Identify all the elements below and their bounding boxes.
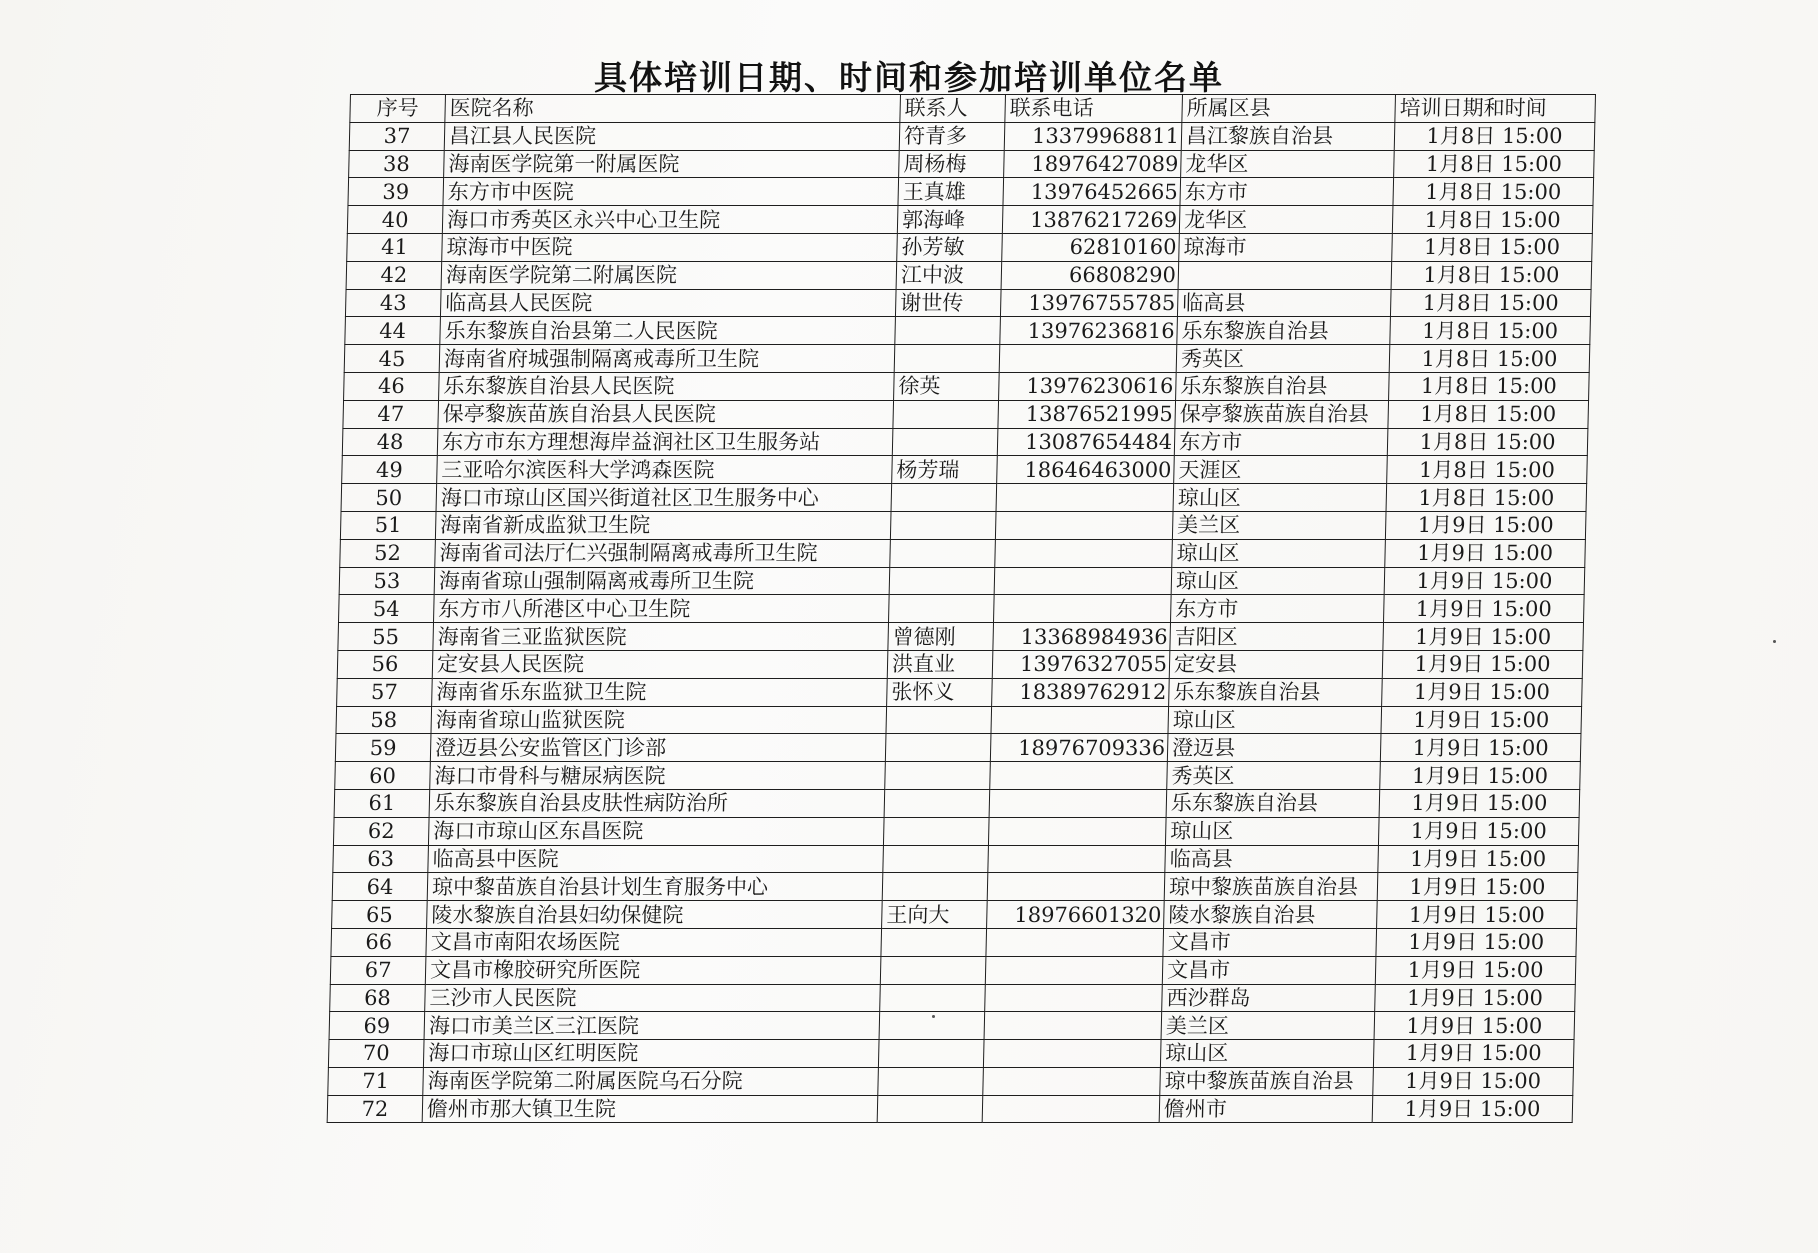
cell-serial-number: 71	[328, 1067, 424, 1095]
cell-contact-person: 张怀义	[887, 678, 993, 706]
table-row	[329, 1012, 1575, 1040]
cell-district: 琼中黎族苗族自治县	[1160, 1067, 1374, 1095]
header-training-datetime: 培训日期和时间	[1395, 95, 1596, 123]
header-hospital-name: 医院名称	[445, 95, 901, 123]
cell-hospital-name: 海口市美兰区三江医院	[424, 1012, 880, 1040]
cell-serial-number: 50	[341, 484, 437, 512]
cell-serial-number: 40	[347, 206, 443, 234]
cell-contact-phone: 18976601320	[987, 901, 1165, 929]
table-row	[344, 372, 1590, 400]
cell-hospital-name: 保亭黎族苗族自治县人民医院	[438, 400, 894, 428]
table-row	[335, 762, 1581, 790]
cell-district: 乐东黎族自治县	[1177, 317, 1391, 345]
cell-hospital-name: 海口市琼山区东昌医院	[428, 817, 884, 845]
cell-contact-phone	[985, 984, 1163, 1012]
table-row	[347, 233, 1593, 261]
table-row	[340, 539, 1586, 567]
table-row	[341, 484, 1587, 512]
cell-hospital-name: 海南省琼山监狱医院	[431, 706, 887, 734]
cell-hospital-name: 海南医学院第一附属医院	[444, 150, 900, 178]
table-body	[327, 122, 1595, 1123]
paper-speck	[932, 1015, 935, 1018]
cell-training-datetime: 1月9日 15:00	[1377, 873, 1578, 901]
document-title: 具体培训日期、时间和参加培训单位名单	[594, 58, 1224, 97]
cell-hospital-name: 海南医学院第二附属医院	[441, 261, 897, 289]
cell-serial-number: 52	[340, 539, 436, 567]
cell-contact-phone: 18976709336	[990, 734, 1168, 762]
cell-training-datetime: 1月8日 15:00	[1392, 206, 1593, 234]
cell-training-datetime: 1月9日 15:00	[1378, 845, 1579, 873]
cell-serial-number: 62	[333, 817, 429, 845]
cell-hospital-name: 三亚哈尔滨医科大学鸿森医院	[437, 456, 893, 484]
cell-contact-phone	[987, 873, 1165, 901]
cell-hospital-name: 海南医学院第二附属医院乌石分院	[423, 1067, 879, 1095]
cell-hospital-name: 文昌市南阳农场医院	[426, 928, 882, 956]
cell-training-datetime: 1月8日 15:00	[1390, 289, 1591, 317]
cell-serial-number: 60	[335, 762, 431, 790]
cell-district: 龙华区	[1179, 206, 1393, 234]
cell-contact-phone	[988, 845, 1166, 873]
cell-contact-person	[880, 984, 986, 1012]
cell-hospital-name: 东方市八所港区中心卫生院	[434, 595, 890, 623]
cell-contact-person: 王向大	[882, 901, 988, 929]
table-row	[335, 734, 1581, 762]
cell-district: 文昌市	[1162, 956, 1376, 984]
cell-contact-person: 徐英	[894, 372, 1000, 400]
cell-district: 澄迈县	[1167, 734, 1381, 762]
cell-contact-phone: 13087654484	[997, 428, 1175, 456]
cell-contact-phone	[995, 511, 1173, 539]
header-district: 所属区县	[1182, 95, 1396, 123]
cell-training-datetime: 1月9日 15:00	[1385, 511, 1586, 539]
cell-hospital-name: 乐东黎族自治县人民医院	[439, 372, 895, 400]
cell-contact-phone	[991, 706, 1169, 734]
cell-district: 美兰区	[1161, 1012, 1375, 1040]
cell-district: 琼山区	[1171, 567, 1385, 595]
cell-district: 定安县	[1169, 650, 1383, 678]
cell-serial-number: 69	[329, 1012, 425, 1040]
cell-district: 琼中黎族苗族自治县	[1164, 873, 1378, 901]
cell-serial-number: 64	[332, 873, 428, 901]
cell-serial-number: 61	[334, 789, 430, 817]
cell-hospital-name: 琼海市中医院	[442, 233, 898, 261]
cell-serial-number: 63	[333, 845, 429, 873]
cell-serial-number: 39	[348, 178, 444, 206]
table-row	[345, 317, 1591, 345]
cell-training-datetime: 1月9日 15:00	[1380, 762, 1581, 790]
cell-district: 东方市	[1180, 178, 1394, 206]
header-contact-phone: 联系电话	[1005, 95, 1183, 123]
table-row	[349, 122, 1595, 150]
table-row	[343, 400, 1589, 428]
table-row	[333, 817, 1579, 845]
cell-contact-person: 周杨梅	[899, 150, 1005, 178]
cell-training-datetime: 1月9日 15:00	[1380, 734, 1581, 762]
table-row	[332, 873, 1578, 901]
cell-contact-phone	[986, 928, 1164, 956]
cell-training-datetime: 1月9日 15:00	[1385, 539, 1586, 567]
cell-contact-person	[885, 734, 991, 762]
cell-contact-person	[877, 1095, 983, 1123]
cell-contact-person: 符青多	[899, 122, 1005, 150]
cell-hospital-name: 文昌市橡胶研究所医院	[425, 956, 881, 984]
cell-contact-person	[880, 956, 986, 984]
table-row	[338, 623, 1584, 651]
cell-contact-person	[889, 567, 995, 595]
cell-contact-person	[878, 1067, 984, 1095]
cell-training-datetime: 1月9日 15:00	[1372, 1095, 1573, 1123]
cell-contact-person	[878, 1040, 984, 1068]
cell-training-datetime: 1月8日 15:00	[1389, 372, 1590, 400]
cell-district: 乐东黎族自治县	[1169, 678, 1383, 706]
cell-hospital-name: 临高县人民医院	[440, 289, 896, 317]
cell-serial-number: 56	[337, 650, 433, 678]
table-row	[346, 261, 1592, 289]
cell-contact-person	[889, 595, 995, 623]
cell-contact-phone	[989, 789, 1167, 817]
cell-training-datetime: 1月8日 15:00	[1388, 400, 1589, 428]
cell-serial-number: 49	[342, 456, 438, 484]
cell-serial-number: 41	[347, 233, 443, 261]
cell-district: 琼山区	[1160, 1040, 1374, 1068]
cell-district: 临高县	[1177, 289, 1391, 317]
cell-serial-number: 38	[349, 150, 445, 178]
cell-training-datetime: 1月9日 15:00	[1382, 678, 1583, 706]
cell-training-datetime: 1月9日 15:00	[1378, 817, 1579, 845]
cell-district: 陵水黎族自治县	[1164, 901, 1378, 929]
cell-hospital-name: 海口市骨科与糖尿病医院	[430, 762, 886, 790]
cell-training-datetime: 1月9日 15:00	[1377, 901, 1578, 929]
cell-serial-number: 53	[339, 567, 435, 595]
cell-contact-person: 杨芳瑞	[892, 456, 998, 484]
cell-training-datetime: 1月8日 15:00	[1390, 317, 1591, 345]
table-row	[348, 178, 1594, 206]
cell-hospital-name: 海南省三亚监狱医院	[433, 623, 889, 651]
cell-district: 天涯区	[1174, 456, 1388, 484]
cell-contact-person	[885, 762, 991, 790]
cell-hospital-name: 昌江县人民医院	[444, 122, 900, 150]
cell-contact-person: 江中波	[896, 261, 1002, 289]
cell-district: 乐东黎族自治县	[1166, 789, 1380, 817]
cell-hospital-name: 澄迈县公安监管区门诊部	[430, 734, 886, 762]
table-row	[336, 706, 1582, 734]
cell-training-datetime: 1月9日 15:00	[1383, 623, 1584, 651]
table-header-row	[350, 95, 1596, 123]
cell-training-datetime: 1月8日 15:00	[1387, 428, 1588, 456]
cell-contact-phone	[988, 817, 1166, 845]
cell-contact-phone: 66808290	[1001, 261, 1179, 289]
cell-hospital-name: 东方市东方理想海岸益润社区卫生服务站	[437, 428, 893, 456]
cell-district: 吉阳区	[1170, 623, 1384, 651]
cell-district: 秀英区	[1176, 345, 1390, 373]
cell-contact-phone: 13379968811	[1004, 122, 1182, 150]
table-row	[344, 345, 1590, 373]
cell-serial-number: 55	[338, 623, 434, 651]
cell-contact-person: 曾德刚	[888, 623, 994, 651]
training-units-table	[327, 94, 1596, 1123]
cell-hospital-name: 定安县人民医院	[432, 650, 888, 678]
cell-training-datetime: 1月8日 15:00	[1389, 345, 1590, 373]
table-row	[330, 984, 1576, 1012]
cell-serial-number: 68	[330, 984, 426, 1012]
cell-serial-number: 54	[339, 595, 435, 623]
cell-serial-number: 51	[340, 511, 436, 539]
cell-district: 琼山区	[1173, 484, 1387, 512]
cell-serial-number: 43	[345, 289, 441, 317]
table-row	[342, 456, 1588, 484]
cell-contact-phone	[990, 762, 1168, 790]
cell-serial-number: 70	[328, 1040, 424, 1068]
cell-contact-person	[883, 817, 989, 845]
cell-contact-person: 孙芳敏	[897, 233, 1003, 261]
table-row	[328, 1040, 1574, 1068]
cell-training-datetime: 1月8日 15:00	[1394, 122, 1595, 150]
cell-serial-number: 65	[332, 901, 428, 929]
cell-contact-person	[890, 511, 996, 539]
cell-training-datetime: 1月9日 15:00	[1384, 595, 1585, 623]
header-serial-number: 序号	[350, 95, 446, 123]
cell-contact-phone: 18976427089	[1004, 150, 1182, 178]
cell-serial-number: 42	[346, 261, 442, 289]
cell-contact-phone	[983, 1040, 1161, 1068]
cell-contact-phone: 13368984936	[993, 623, 1171, 651]
cell-contact-person	[891, 484, 997, 512]
cell-district: 儋州市	[1159, 1095, 1373, 1123]
cell-training-datetime: 1月9日 15:00	[1382, 650, 1583, 678]
cell-serial-number: 58	[336, 706, 432, 734]
cell-training-datetime: 1月9日 15:00	[1373, 1040, 1574, 1068]
table-row	[327, 1095, 1573, 1123]
cell-district: 琼山区	[1168, 706, 1382, 734]
cell-contact-phone: 62810160	[1002, 233, 1180, 261]
cell-serial-number: 57	[337, 678, 433, 706]
cell-training-datetime: 1月9日 15:00	[1374, 1012, 1575, 1040]
cell-contact-phone	[982, 1095, 1160, 1123]
cell-district: 琼山区	[1165, 817, 1379, 845]
table-row	[339, 567, 1585, 595]
cell-training-datetime: 1月9日 15:00	[1375, 956, 1576, 984]
cell-training-datetime: 1月9日 15:00	[1376, 928, 1577, 956]
training-table-container	[327, 94, 1596, 1123]
cell-contact-phone: 18646463000	[997, 456, 1175, 484]
table-row	[347, 206, 1593, 234]
cell-contact-phone: 13976236816	[1000, 317, 1178, 345]
cell-serial-number: 66	[331, 928, 427, 956]
cell-hospital-name: 海南省府城强制隔离戒毒所卫生院	[439, 345, 895, 373]
cell-contact-person: 王真雄	[898, 178, 1004, 206]
cell-contact-phone: 13976327055	[992, 650, 1170, 678]
cell-training-datetime: 1月8日 15:00	[1393, 178, 1594, 206]
table-row	[337, 678, 1583, 706]
cell-serial-number: 48	[342, 428, 438, 456]
cell-contact-phone	[995, 539, 1173, 567]
cell-hospital-name: 陵水黎族自治县妇幼保健院	[427, 901, 883, 929]
cell-serial-number: 59	[335, 734, 431, 762]
cell-hospital-name: 三沙市人民医院	[425, 984, 881, 1012]
cell-serial-number: 44	[345, 317, 441, 345]
cell-district: 秀英区	[1167, 762, 1381, 790]
table-row	[337, 650, 1583, 678]
cell-district: 龙华区	[1181, 150, 1395, 178]
cell-hospital-name: 琼中黎苗族自治县计划生育服务中心	[427, 873, 883, 901]
cell-serial-number: 46	[344, 372, 440, 400]
paper-speck	[1773, 640, 1776, 643]
cell-hospital-name: 海南省琼山强制隔离戒毒所卫生院	[434, 567, 890, 595]
cell-hospital-name: 海南省新成监狱卫生院	[435, 511, 891, 539]
cell-contact-phone: 18389762912	[992, 678, 1170, 706]
cell-training-datetime: 1月9日 15:00	[1379, 789, 1580, 817]
cell-contact-person	[883, 845, 989, 873]
table-row	[345, 289, 1591, 317]
table-row	[328, 1067, 1574, 1095]
cell-contact-person: 谢世传	[895, 289, 1001, 317]
cell-hospital-name: 海口市琼山区国兴街道社区卫生服务中心	[436, 484, 892, 512]
cell-contact-phone	[999, 345, 1177, 373]
cell-training-datetime: 1月8日 15:00	[1392, 233, 1593, 261]
table-row	[331, 928, 1577, 956]
cell-training-datetime: 1月8日 15:00	[1387, 456, 1588, 484]
cell-district: 东方市	[1174, 428, 1388, 456]
table-row	[339, 595, 1585, 623]
cell-contact-phone	[996, 484, 1174, 512]
cell-hospital-name: 乐东黎族自治县第二人民医院	[440, 317, 896, 345]
cell-district: 乐东黎族自治县	[1176, 372, 1390, 400]
cell-serial-number: 72	[327, 1095, 423, 1123]
cell-serial-number: 67	[330, 956, 426, 984]
cell-hospital-name: 东方市中医院	[443, 178, 899, 206]
cell-contact-person	[886, 706, 992, 734]
table-row	[342, 428, 1588, 456]
cell-contact-phone	[984, 1012, 1162, 1040]
cell-contact-person	[894, 345, 1000, 373]
table-row	[330, 956, 1576, 984]
cell-contact-person: 郭海峰	[897, 206, 1003, 234]
cell-training-datetime: 1月8日 15:00	[1391, 261, 1592, 289]
cell-district	[1178, 261, 1392, 289]
cell-training-datetime: 1月8日 15:00	[1394, 150, 1595, 178]
cell-serial-number: 47	[343, 400, 439, 428]
cell-district: 保亭黎族苗族自治县	[1175, 400, 1389, 428]
cell-contact-person	[890, 539, 996, 567]
cell-hospital-name: 海口市琼山区红明医院	[423, 1040, 879, 1068]
table-row	[334, 789, 1580, 817]
cell-contact-person	[884, 789, 990, 817]
cell-district: 文昌市	[1163, 928, 1377, 956]
cell-hospital-name: 乐东黎族自治县皮肤性病防治所	[429, 789, 885, 817]
cell-hospital-name: 海南省乐东监狱卫生院	[432, 678, 888, 706]
cell-contact-phone: 13976452665	[1003, 178, 1181, 206]
cell-contact-phone	[985, 956, 1163, 984]
cell-district: 琼海市	[1179, 233, 1393, 261]
cell-contact-person: 洪直业	[887, 650, 993, 678]
cell-contact-person	[881, 928, 987, 956]
cell-district: 东方市	[1171, 595, 1385, 623]
cell-training-datetime: 1月9日 15:00	[1375, 984, 1576, 1012]
cell-training-datetime: 1月9日 15:00	[1381, 706, 1582, 734]
cell-hospital-name: 临高县中医院	[428, 845, 884, 873]
cell-contact-person	[892, 428, 998, 456]
cell-training-datetime: 1月8日 15:00	[1386, 484, 1587, 512]
cell-district: 西沙群岛	[1162, 984, 1376, 1012]
cell-contact-phone: 13976230616	[999, 372, 1177, 400]
cell-contact-phone: 13876521995	[998, 400, 1176, 428]
cell-contact-person	[893, 400, 999, 428]
cell-serial-number: 37	[349, 122, 445, 150]
cell-training-datetime: 1月9日 15:00	[1384, 567, 1585, 595]
cell-hospital-name: 儋州市那大镇卫生院	[422, 1095, 878, 1123]
cell-district: 临高县	[1165, 845, 1379, 873]
cell-contact-phone	[994, 567, 1172, 595]
header-contact-person: 联系人	[900, 95, 1006, 123]
cell-contact-phone: 13876217269	[1002, 206, 1180, 234]
table-row	[332, 901, 1578, 929]
cell-district: 昌江黎族自治县	[1181, 122, 1395, 150]
table-row	[340, 511, 1586, 539]
cell-hospital-name: 海口市秀英区永兴中心卫生院	[442, 206, 898, 234]
table-row	[333, 845, 1579, 873]
cell-serial-number: 45	[344, 345, 440, 373]
cell-contact-phone	[983, 1067, 1161, 1095]
cell-district: 美兰区	[1172, 511, 1386, 539]
cell-hospital-name: 海南省司法厅仁兴强制隔离戒毒所卫生院	[435, 539, 891, 567]
cell-training-datetime: 1月9日 15:00	[1373, 1067, 1574, 1095]
cell-contact-person	[882, 873, 988, 901]
table-row	[349, 150, 1595, 178]
cell-contact-person	[895, 317, 1001, 345]
cell-contact-phone: 13976755785	[1000, 289, 1178, 317]
cell-contact-phone	[994, 595, 1172, 623]
cell-district: 琼山区	[1172, 539, 1386, 567]
